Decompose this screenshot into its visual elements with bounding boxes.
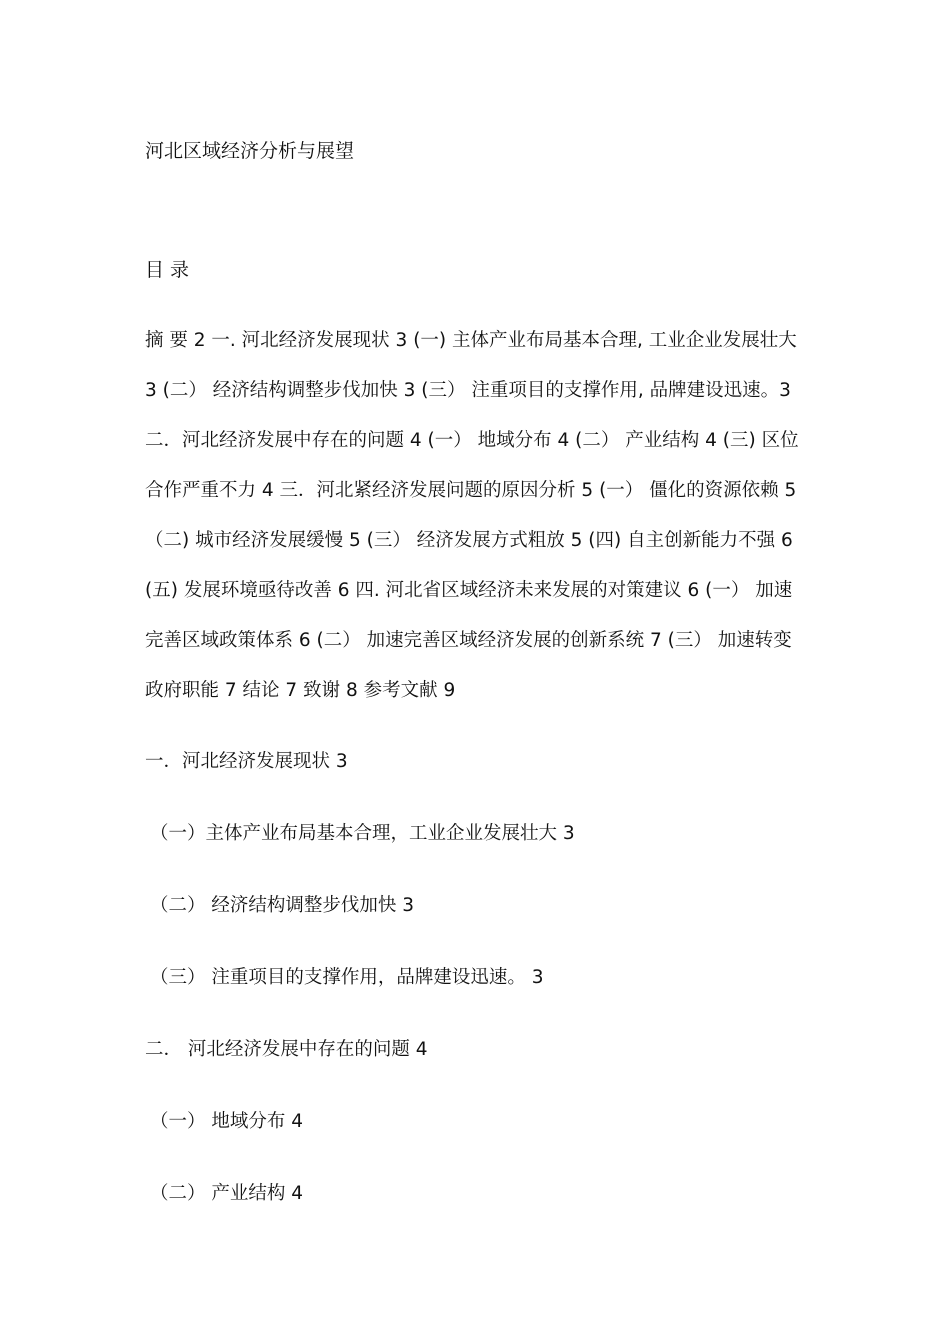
outline-subsection: （三） 注重项目的支撑作用，品牌建设迅速。 3: [150, 967, 544, 988]
toc-line: (五) 发展环境亟待改善 6 四. 河北省区域经济未来发展的对策建议 6 (一） 加速: [145, 580, 793, 601]
outline-subsection: （二） 产业结构 4: [150, 1183, 304, 1204]
toc-paragraph: [145, 326, 810, 726]
outline-subsection: （二） 经济结构调整步伐加快 3: [150, 895, 415, 916]
toc-line: 二．河北经济发展中存在的问题 4 (一） 地域分布 4 (二） 产业结构 4 (三) 区位: [145, 430, 799, 451]
outline-subsection: （一） 地域分布 4: [150, 1111, 304, 1132]
toc-line: 合作严重不力 4 三．河北紧经济发展问题的原因分析 5 (一） 僵化的资源依赖 5: [145, 480, 797, 501]
outline-subsection: （一）主体产业布局基本合理，工业企业发展壮大 3: [150, 823, 575, 844]
toc-line: 摘 要 2 一. 河北经济发展现状 3 (一) 主体产业布局基本合理, 工业企业发展壮大: [145, 330, 797, 351]
toc-line: 政府职能 7 结论 7 致谢 8 参考文献 9: [145, 680, 456, 701]
outline-section-2: 二． 河北经济发展中存在的问题 4: [145, 1039, 428, 1060]
outline-section-1: 一．河北经济发展现状 3: [145, 751, 348, 772]
toc-heading: 目 录: [145, 259, 190, 281]
toc-line: 完善区域政策体系 6 (二） 加速完善区域经济发展的创新系统 7 (三） 加速转变: [145, 630, 792, 651]
toc-line: （二) 城市经济发展缓慢 5 (三） 经济发展方式粗放 5 (四) 自主创新能力不强 6: [145, 530, 793, 551]
document-title: 河北区域经济分析与展望: [145, 140, 355, 162]
toc-line: 3 (二） 经济结构调整步伐加快 3 (三） 注重项目的支撑作用, 品牌建设迅速。3: [145, 380, 791, 401]
